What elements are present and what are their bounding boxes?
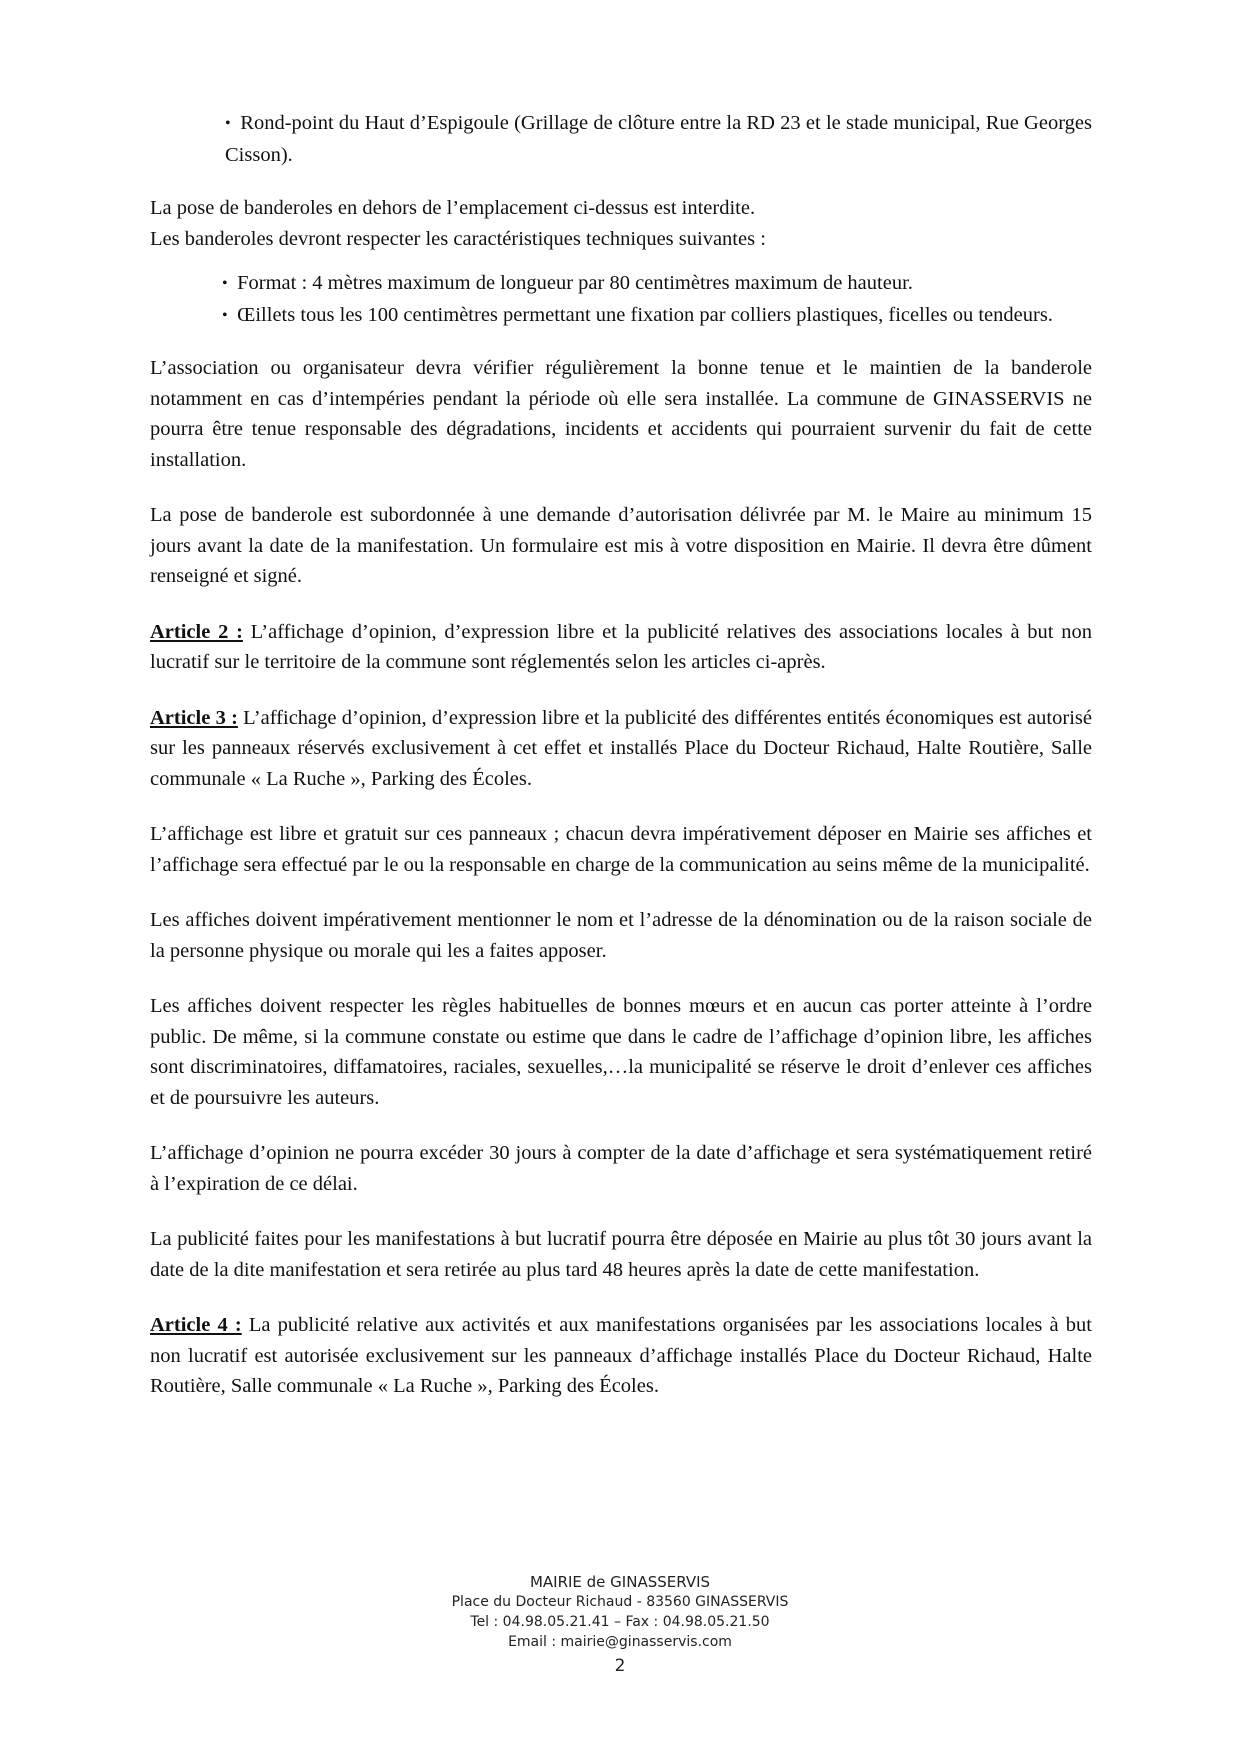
specs-bullet-list [150, 268, 1092, 331]
footer-address: Place du Docteur Richaud - 83560 GINASSERVIS [451, 1594, 789, 1610]
paragraph-autorisation: La pose de banderole est subordonnée à une demande d’autorisation délivrée par M. le Maire au minimum 15 jours avant la date de la manifestation. Un formulaire est mis à votre disposition en Mairie. Il devra être dûment renseigné et signé. [150, 504, 1092, 587]
footer-email-line [0, 1632, 1240, 1652]
article-4-label: Article 4 : [150, 1314, 242, 1336]
paragraph-affichage-libre: L’affichage est libre et gratuit sur ces panneaux ; chacun devra impérativement déposer en Mairie ses affiches et l’affichage sera effectué par le ou la responsable en charge de la communication au seins même de la municipalité. [150, 823, 1092, 876]
footer-email: mairie@ginasservis.com [560, 1634, 732, 1650]
list-item [222, 300, 1092, 332]
list-item [225, 108, 1092, 170]
article-2-text: L’affichage d’opinion, d’expression libre et la publicité relatives des associations locales à but non lucratif sur le territoire de la commune sont réglementés selon les articles ci-après. [150, 620, 1092, 673]
article-2-label: Article 2 : [150, 620, 243, 643]
paragraph-30-jours: L’affichage d’opinion ne pourra excéder 30 jours à compter de la date d’affichage et sera systématiquement retiré à l’expiration de ce délai. [150, 1142, 1092, 1195]
footer-org: MAIRIE de GINASSERVIS [529, 1573, 711, 1591]
paragraph-pose-interdite: La pose de banderoles en dehors de l’emplacement ci-dessus est interdite. [150, 197, 756, 219]
bullet-format-text: Format : 4 mètres maximum de longueur par 80 centimètres maximum de hauteur. [237, 272, 913, 294]
paragraph-caracteristiques: Les banderoles devront respecter les caractéristiques techniques suivantes : [150, 227, 766, 250]
bullet-icon: • [225, 115, 231, 132]
bullet-icon: • [222, 275, 228, 292]
location-bullet-list [150, 108, 1092, 170]
document-body [150, 108, 1092, 1402]
paragraph-bonnes-moeurs: Les affiches doivent respecter les règles habituelles de bonnes mœurs et en aucun cas porter atteinte à l’ordre public. De même, si la commune constate ou estime que dans le cadre de l’affichage d’opinion libre, les affiches sont discriminatoires, diffamatoires, raciales, sexuelles,…la municipalité se réserve le droit d’enlever ces affiches et de poursuivre les auteurs. [150, 995, 1092, 1109]
list-item [222, 268, 1092, 300]
bullet-rond-point-text: Rond-point du Haut d’Espigoule (Grillage de clôture entre la RD 23 et le stade municipal, Rue Georges Cisson). [225, 112, 1092, 166]
article-2 [150, 617, 1092, 678]
paragraph-affiches-nom: Les affiches doivent impérativement mentionner le nom et l’adresse de la dénomination ou de la raison sociale de la personne physique ou morale qui les a faites apposer. [150, 909, 1092, 962]
page-footer [0, 1572, 1240, 1676]
article-3-text: L’affichage d’opinion, d’expression libre et la publicité des différentes entités économiques est autorisé sur les panneaux réservés exclusivement à cet effet et installés Place du Docteur Richaud, Halte Routière, Salle communale « La Ruche », Parking des Écoles. [150, 706, 1092, 790]
bullet-icon: • [222, 306, 228, 324]
paragraph-publicite-lucratif: La publicité faites pour les manifestations à but lucratif pourra être déposée en Mairie au plus tôt 30 jours avant la date de la dite manifestation et sera retirée au plus tard 48 heures après la date de cette manifestation. [150, 1228, 1092, 1281]
article-4-text: La publicité relative aux activités et aux manifestations organisées par les associations locales à but non lucratif est autorisée exclusivement sur les panneaux d’affichage installés Place du Docteur Richaud, Halte Routière, Salle communale « La Ruche », Parking des Écoles. [150, 1314, 1092, 1397]
article-3-label: Article 3 : [150, 706, 238, 729]
bullet-oeillets-text: Œillets tous les 100 centimètres permettant une fixation par colliers plastiques, ficelles ou tendeurs. [237, 303, 1053, 326]
article-3 [150, 703, 1092, 795]
article-4 [150, 1310, 1092, 1402]
paragraph-association: L’association ou organisateur devra vérifier régulièrement la bonne tenue et le maintien de la banderole notamment en cas d’intempéries pendant la période où elle sera installée. La commune de GINASSERVIS ne pourra être tenue responsable des dégradations, incidents et accidents qui pourraient survenir du fait de cette installation. [150, 357, 1092, 471]
page-number: 2 [614, 1656, 626, 1676]
footer-phone-fax: Tel : 04.98.05.21.41 – Fax : 04.98.05.21.50 [470, 1614, 770, 1630]
footer-email-label: Email : [508, 1634, 561, 1650]
